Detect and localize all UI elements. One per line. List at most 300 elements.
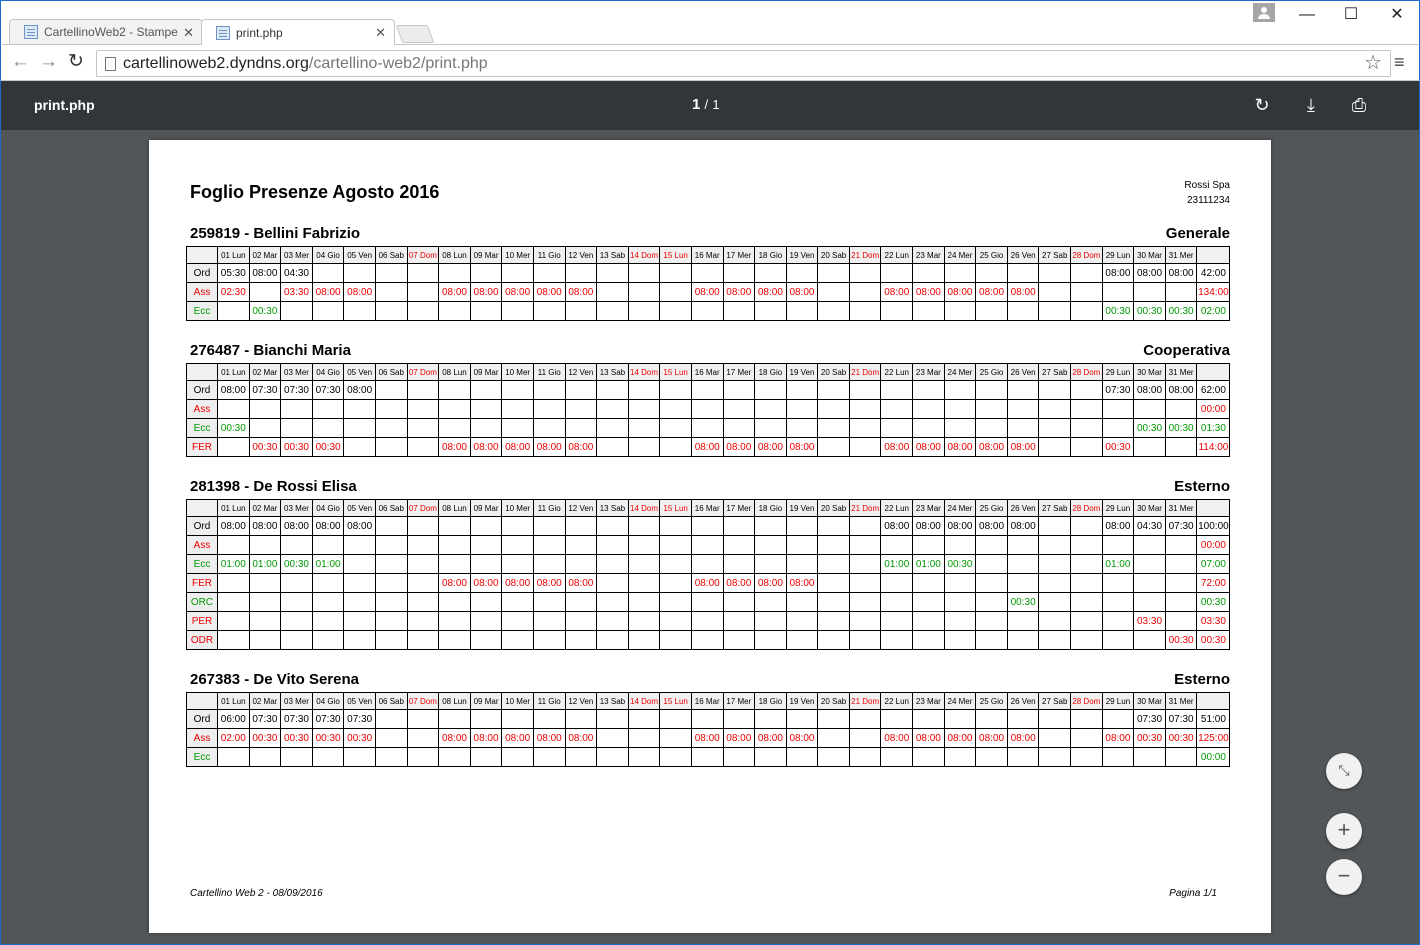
hours-cell [755,419,787,438]
hours-cell [1039,381,1071,400]
day-header: 09 Mar [470,500,502,517]
hours-cell [628,302,660,321]
menu-icon[interactable]: ≡ [1394,52,1405,72]
hours-cell [533,536,565,555]
hours-cell [218,302,250,321]
row-total: 114:00 [1197,438,1230,457]
hours-cell [1102,400,1134,419]
hours-cell [470,710,502,729]
hours-cell: 00:30 [1007,593,1039,612]
hours-cell [1039,264,1071,283]
hours-cell [312,302,344,321]
row-label: Ass [187,729,218,748]
hours-cell [913,536,945,555]
hours-cell [1165,400,1197,419]
fit-page-button[interactable]: ⤡ [1326,753,1362,789]
profile-icon[interactable] [1253,3,1275,22]
hours-cell [1071,593,1103,612]
hours-cell [849,710,881,729]
hours-cell: 00:30 [281,555,313,574]
page-current: 1 [692,96,701,113]
day-header: 02 Mar [249,247,281,264]
header-corner [187,500,218,517]
hours-cell [660,302,692,321]
hours-cell: 08:00 [218,381,250,400]
hours-cell [407,536,439,555]
hours-cell [344,631,376,650]
hours-cell [407,612,439,631]
hours-cell [502,593,534,612]
hours-cell [533,381,565,400]
hours-cell [344,593,376,612]
day-header: 13 Sab [597,693,629,710]
hours-cell: 08:00 [565,438,597,457]
hours-cell [786,748,818,767]
day-header: 17 Mer [723,364,755,381]
row-label: Ecc [187,555,218,574]
employee-name: 259819 - Bellini Fabrizio [190,225,361,242]
tab-print-php[interactable] [201,19,395,45]
hours-cell [849,419,881,438]
hours-cell [1165,593,1197,612]
hours-cell [628,381,660,400]
day-header: 20 Sab [818,693,850,710]
hours-cell [944,381,976,400]
hours-cell [597,631,629,650]
hours-cell [1007,264,1039,283]
hours-cell [502,536,534,555]
row-label: Ass [187,400,218,419]
day-header-row [187,500,1230,517]
hours-cell [944,536,976,555]
company-info [1184,178,1230,208]
hours-cell [502,400,534,419]
hours-cell [755,400,787,419]
hours-cell [533,302,565,321]
day-header: 25 Gio [976,364,1008,381]
hours-cell [375,438,407,457]
hours-cell: 04:30 [281,264,313,283]
hours-cell [470,536,502,555]
hours-cell: 08:00 [533,729,565,748]
hours-cell [818,612,850,631]
hours-cell: 00:30 [281,438,313,457]
hours-cell: 08:00 [502,283,534,302]
day-header: 02 Mar [249,364,281,381]
hours-cell [281,593,313,612]
hours-cell [1102,283,1134,302]
hours-cell [818,283,850,302]
hours-cell: 01:00 [249,555,281,574]
hours-cell [1134,748,1166,767]
hours-cell [597,517,629,536]
hours-cell [375,283,407,302]
hours-cell: 01:00 [218,555,250,574]
hours-cell [755,302,787,321]
hours-cell [849,381,881,400]
hours-cell [691,631,723,650]
hours-cell [660,710,692,729]
hours-cell [1102,612,1134,631]
reload-icon[interactable]: ↻ [68,51,84,72]
day-header-row [187,247,1230,264]
pdf-page [149,140,1271,933]
hours-cell [312,400,344,419]
hours-cell [1071,555,1103,574]
day-header: 29 Lun [1102,500,1134,517]
minimize-button[interactable]: — [1299,6,1315,23]
day-header: 22 Lun [881,247,913,264]
day-header: 28 Dom [1071,364,1103,381]
hours-cell: 08:00 [755,283,787,302]
hours-cell [470,264,502,283]
hours-cell [881,593,913,612]
day-header: 19 Ven [786,247,818,264]
hours-cell [660,517,692,536]
day-header: 19 Ven [786,500,818,517]
hours-cell: 08:00 [881,729,913,748]
table-row [187,729,1230,748]
day-header: 16 Mar [691,500,723,517]
hours-cell [944,419,976,438]
day-header: 05 Ven [344,693,376,710]
hours-cell: 00:30 [281,729,313,748]
hours-cell: 08:00 [691,283,723,302]
day-header: 05 Ven [344,500,376,517]
hours-cell [502,631,534,650]
hours-cell [1039,631,1071,650]
table-row [187,574,1230,593]
hours-cell: 00:30 [249,438,281,457]
day-header: 26 Ven [1007,247,1039,264]
close-icon[interactable]: ✕ [183,25,194,40]
hours-cell [407,555,439,574]
hours-cell [218,438,250,457]
bookmark-star-icon[interactable]: ☆ [1364,52,1382,74]
hours-cell [470,517,502,536]
hours-cell [628,710,660,729]
hours-cell [565,517,597,536]
day-header: 22 Lun [881,500,913,517]
hours-cell [660,631,692,650]
hours-cell [565,536,597,555]
hours-cell [375,381,407,400]
hours-cell [881,748,913,767]
day-header: 08 Lun [439,500,471,517]
day-header: 08 Lun [439,364,471,381]
day-header: 27 Sab [1039,500,1071,517]
hours-cell [786,555,818,574]
hours-cell [944,574,976,593]
hours-cell: 07:30 [249,381,281,400]
hours-cell [249,400,281,419]
hours-cell [849,517,881,536]
total-header [1197,364,1230,381]
hours-cell [375,631,407,650]
employee-contract-type: Esterno [1174,671,1230,688]
hours-cell [249,419,281,438]
day-header: 05 Ven [344,247,376,264]
hours-cell [312,748,344,767]
hours-cell [1071,419,1103,438]
hours-cell [723,381,755,400]
hours-cell [1071,729,1103,748]
day-header: 03 Mer [281,693,313,710]
hours-cell [786,264,818,283]
hours-cell: 08:00 [249,264,281,283]
hours-cell [976,400,1008,419]
hours-cell: 00:30 [1165,729,1197,748]
hours-cell: 07:30 [1165,710,1197,729]
day-header: 23 Mar [913,247,945,264]
hours-cell [691,302,723,321]
hours-cell [502,710,534,729]
hours-cell [786,631,818,650]
hours-cell [439,264,471,283]
hours-cell [565,593,597,612]
hours-cell [944,400,976,419]
hours-cell [597,612,629,631]
maximize-button[interactable]: ☐ [1343,6,1359,23]
hours-cell [533,555,565,574]
hours-cell [976,302,1008,321]
new-tab-button[interactable] [396,25,435,43]
zoom-out-button[interactable]: − [1326,859,1362,895]
hours-cell: 00:30 [1134,302,1166,321]
footer-left: Cartellino Web 2 - 08/09/2016 [190,888,323,899]
hours-cell [407,710,439,729]
hours-cell [818,517,850,536]
hours-cell [691,612,723,631]
day-header: 04 Gio [312,247,344,264]
hours-cell [1134,283,1166,302]
day-header: 04 Gio [312,364,344,381]
hours-cell [312,264,344,283]
hours-cell [691,517,723,536]
hours-cell: 08:00 [1007,517,1039,536]
hours-cell: 08:00 [1165,264,1197,283]
day-header: 10 Mer [502,500,534,517]
hours-cell: 01:00 [312,555,344,574]
hours-cell [502,748,534,767]
table-row [187,710,1230,729]
hours-cell: 00:30 [1165,631,1197,650]
hours-cell [881,381,913,400]
day-header-row [187,364,1230,381]
hours-cell [1134,438,1166,457]
hours-cell [818,574,850,593]
day-header: 06 Sab [375,693,407,710]
day-header-row [187,693,1230,710]
day-header: 11 Gio [533,247,565,264]
hours-cell [597,555,629,574]
hours-cell [1071,302,1103,321]
hours-cell [1007,381,1039,400]
hours-cell [1071,612,1103,631]
hours-cell [533,419,565,438]
hours-cell: 00:30 [218,419,250,438]
hours-cell [913,419,945,438]
hours-cell [502,612,534,631]
rotate-icon[interactable]: ↻ [1254,95,1270,115]
hours-cell [660,555,692,574]
hours-cell [1039,593,1071,612]
hours-cell [1134,574,1166,593]
hours-cell: 08:00 [1165,381,1197,400]
day-header: 17 Mer [723,693,755,710]
back-arrow-icon[interactable]: ← [11,51,30,72]
hours-cell [818,631,850,650]
timesheet-table [186,692,1230,767]
hours-cell: 00:30 [1102,302,1134,321]
row-total: 02:00 [1197,302,1230,321]
hours-cell [249,748,281,767]
hours-cell [439,517,471,536]
table-row [187,438,1230,457]
hours-cell [502,302,534,321]
hours-cell [470,419,502,438]
day-header: 18 Gio [755,364,787,381]
hours-cell: 08:00 [976,283,1008,302]
day-header: 19 Ven [786,364,818,381]
hours-cell [597,729,629,748]
hours-cell [407,381,439,400]
hours-cell: 08:00 [470,729,502,748]
hours-cell [723,517,755,536]
hours-cell [565,631,597,650]
hours-cell: 04:30 [1134,517,1166,536]
close-window-button[interactable]: ✕ [1390,6,1404,23]
hours-cell [439,419,471,438]
hours-cell [470,612,502,631]
hours-cell [1039,400,1071,419]
close-icon[interactable]: ✕ [375,25,386,40]
hours-cell [533,593,565,612]
hours-cell: 08:00 [1102,517,1134,536]
hours-cell [439,400,471,419]
hours-cell [533,748,565,767]
hours-cell [218,748,250,767]
hours-cell [1165,612,1197,631]
day-header: 29 Lun [1102,247,1134,264]
hours-cell [913,748,945,767]
hours-cell [1102,419,1134,438]
hours-cell [344,400,376,419]
hours-cell [597,264,629,283]
url-host: cartellinoweb2.dyndns.org [123,55,309,72]
row-label: Ecc [187,748,218,767]
download-icon[interactable]: ⤓ [1307,95,1315,115]
hours-cell [407,593,439,612]
hours-cell [660,593,692,612]
hours-cell [312,612,344,631]
hours-cell [660,729,692,748]
hours-cell [407,631,439,650]
page-indicator [692,96,720,113]
total-header [1197,693,1230,710]
hours-cell [881,710,913,729]
hours-cell [1071,400,1103,419]
row-label: ORC [187,593,218,612]
hours-cell [723,536,755,555]
hours-cell [628,555,660,574]
hours-cell: 07:30 [312,381,344,400]
print-icon[interactable]: ⎙ [1351,95,1367,115]
hours-cell: 08:00 [913,729,945,748]
hours-cell [407,419,439,438]
row-total: 00:30 [1197,631,1230,650]
row-label: Ecc [187,302,218,321]
day-header: 12 Ven [565,500,597,517]
hours-cell [1039,419,1071,438]
hours-cell [1071,574,1103,593]
employee-contract-type: Generale [1165,225,1230,242]
hours-cell [1071,536,1103,555]
table-row [187,264,1230,283]
hours-cell [249,612,281,631]
day-header: 12 Ven [565,247,597,264]
hours-cell [565,264,597,283]
hours-cell: 08:00 [691,574,723,593]
day-header: 28 Dom [1071,247,1103,264]
hours-cell [597,536,629,555]
table-row [187,283,1230,302]
hours-cell [1071,631,1103,650]
hours-cell [565,748,597,767]
hours-cell [1134,555,1166,574]
hours-cell [691,555,723,574]
hours-cell: 08:00 [344,283,376,302]
day-header: 25 Gio [976,500,1008,517]
day-header: 15 Lun [660,247,692,264]
hours-cell [913,574,945,593]
hours-cell [470,593,502,612]
hours-cell [533,264,565,283]
hours-cell [723,593,755,612]
hours-cell: 08:00 [312,283,344,302]
day-header: 23 Mar [913,364,945,381]
day-header: 01 Lun [218,247,250,264]
hours-cell: 07:30 [281,710,313,729]
hours-cell [502,264,534,283]
browser-toolbar [0,44,1420,81]
hours-cell [470,631,502,650]
tab-label: print.php [236,25,283,40]
forward-arrow-icon[interactable]: → [39,51,58,72]
tab-cartellino-stampe[interactable] [9,19,203,45]
zoom-in-button[interactable]: + [1326,813,1362,849]
day-header: 30 Mar [1134,693,1166,710]
hours-cell: 07:30 [312,710,344,729]
row-label: FER [187,438,218,457]
hours-cell: 08:00 [249,517,281,536]
hours-cell: 08:00 [439,729,471,748]
hours-cell [344,264,376,283]
address-bar[interactable] [96,50,1391,77]
hours-cell: 08:00 [533,283,565,302]
hours-cell [1007,400,1039,419]
hours-cell [849,555,881,574]
hours-cell [407,574,439,593]
hours-cell [312,593,344,612]
page-total: 1 [712,97,720,112]
hours-cell [628,574,660,593]
hours-cell [818,438,850,457]
hours-cell [1102,536,1134,555]
day-header: 21 Dom [849,364,881,381]
day-header: 15 Lun [660,364,692,381]
hours-cell [755,612,787,631]
